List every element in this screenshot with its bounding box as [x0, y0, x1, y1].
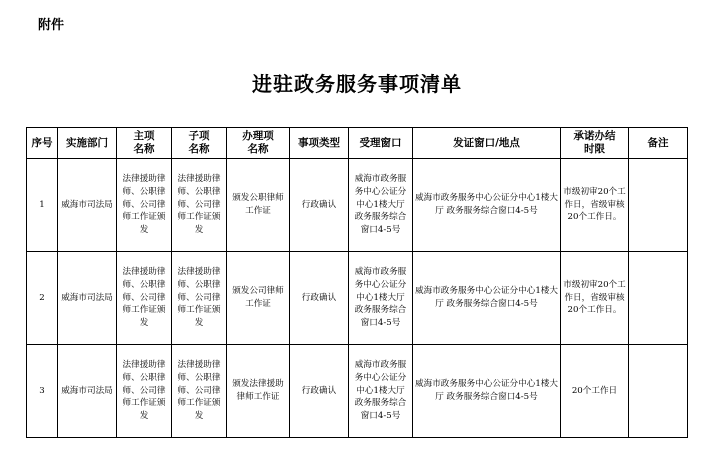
cell-issue-window: 威海市政务服务中心公证分中心1楼大厅 政务服务综合窗口4-5号: [413, 159, 561, 252]
header-department: 实施部门: [58, 128, 117, 159]
header-main-item: 主项 名称: [117, 128, 172, 159]
cell-department: 威海市司法局: [58, 345, 117, 438]
cell-department: 威海市司法局: [58, 159, 117, 252]
header-accept-window: 受理窗口: [349, 128, 413, 159]
cell-remarks: [629, 159, 688, 252]
service-items-table: [26, 127, 688, 438]
header-issue-window: 发证窗口/地点: [413, 128, 561, 159]
table-row: [27, 252, 688, 345]
cell-index: 3: [27, 345, 58, 438]
cell-remarks: [629, 345, 688, 438]
cell-item-type: 行政确认: [290, 159, 349, 252]
cell-handling-item: 颁发公职律师工作证: [227, 159, 290, 252]
cell-accept-window: 威海市政务服务中心公证分中心1楼大厅 政务服务综合窗口4-5号: [349, 345, 413, 438]
table-row: [27, 159, 688, 252]
attachment-label: 附件: [38, 18, 65, 33]
cell-main-item: 法律援助律师、公职律师、公司律师工作证颁发: [117, 345, 172, 438]
cell-main-item: 法律援助律师、公职律师、公司律师工作证颁发: [117, 159, 172, 252]
cell-issue-window: 威海市政务服务中心公证分中心1楼大厅 政务服务综合窗口4-5号: [413, 252, 561, 345]
cell-remarks: [629, 252, 688, 345]
cell-index: 1: [27, 159, 58, 252]
header-index: 序号: [27, 128, 58, 159]
cell-sub-item: 法律援助律师、公职律师、公司律师工作证颁发: [172, 345, 227, 438]
cell-sub-item: 法律援助律师、公职律师、公司律师工作证颁发: [172, 159, 227, 252]
page-title: 进驻政务服务事项清单: [252, 72, 462, 96]
table-header-row: [27, 128, 688, 159]
cell-sub-item: 法律援助律师、公职律师、公司律师工作证颁发: [172, 252, 227, 345]
header-remarks: 备注: [629, 128, 688, 159]
cell-issue-window: 威海市政务服务中心公证分中心1楼大厅 政务服务综合窗口4-5号: [413, 345, 561, 438]
header-item-type: 事项类型: [290, 128, 349, 159]
cell-main-item: 法律援助律师、公职律师、公司律师工作证颁发: [117, 252, 172, 345]
cell-accept-window: 威海市政务服务中心公证分中心1楼大厅 政务服务综合窗口4-5号: [349, 252, 413, 345]
cell-index: 2: [27, 252, 58, 345]
header-sub-item: 子项 名称: [172, 128, 227, 159]
cell-handling-item: 颁发法律援助律师工作证: [227, 345, 290, 438]
header-time-limit: 承诺办结 时限: [561, 128, 629, 159]
cell-handling-item: 颁发公司律师工作证: [227, 252, 290, 345]
cell-department: 威海市司法局: [58, 252, 117, 345]
cell-accept-window: 威海市政务服务中心公证分中心1楼大厅 政务服务综合窗口4-5号: [349, 159, 413, 252]
cell-item-type: 行政确认: [290, 252, 349, 345]
cell-time-limit: 20个工作日: [561, 345, 629, 438]
header-handling-item: 办理项 名称: [227, 128, 290, 159]
cell-time-limit: 市级初审20个工作日，省级审核20个工作日。: [561, 252, 629, 345]
cell-item-type: 行政确认: [290, 345, 349, 438]
cell-time-limit: 市级初审20个工作日，省级审核20个工作日。: [561, 159, 629, 252]
table-row: [27, 345, 688, 438]
